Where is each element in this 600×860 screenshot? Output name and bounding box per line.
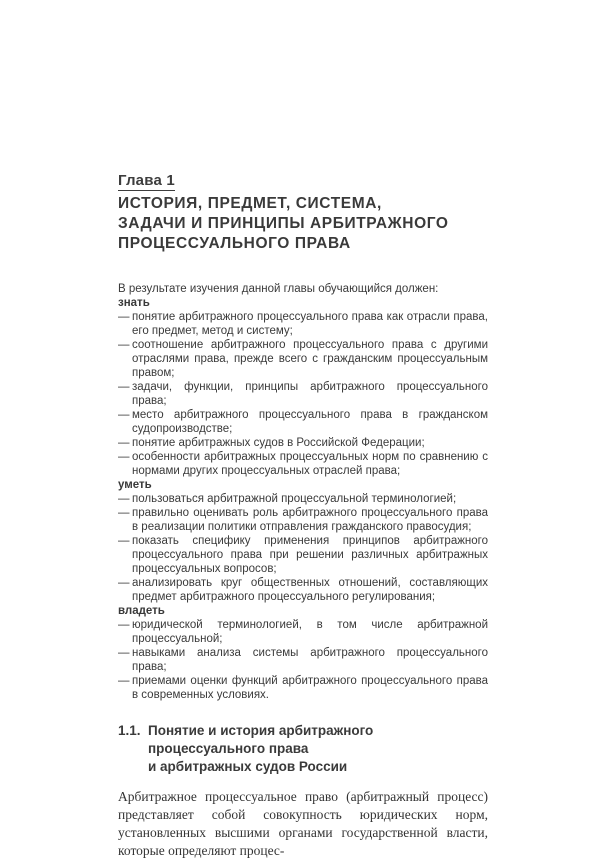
chapter-title-line: ПРОЦЕССУАЛЬНОГО ПРАВА xyxy=(118,235,351,252)
dash-marker: — xyxy=(118,493,130,505)
list-item: — правильно оценивать роль арбитражного процессуального права в реализации политики отправления гражданского правосудия; xyxy=(118,507,488,533)
able-heading: уметь xyxy=(118,479,152,491)
page-content xyxy=(118,172,488,860)
know-list xyxy=(118,310,488,478)
dash-marker: — xyxy=(118,409,130,421)
list-item: — показать специфику применения принципов арбитражного процессуального права при решении различных арбитражных процессуальных вопросов; xyxy=(118,535,488,575)
list-item: — понятие арбитражного процессуального права как отрасли права, его предмет, метод и систему; xyxy=(118,311,488,337)
know-heading: знать xyxy=(118,297,150,309)
list-item: — юридической терминологией, в том числе арбитражной процессуальной; xyxy=(118,619,488,645)
chapter-title-line: ИСТОРИЯ, ПРЕДМЕТ, СИСТЕМА, xyxy=(118,195,382,212)
chapter-label: Глава 1 xyxy=(118,172,175,189)
master-list xyxy=(118,618,488,702)
list-item: — соотношение арбитражного процессуального права с другими отраслями права, прежде всего с гражданским процессуальным правом; xyxy=(118,339,488,379)
list-item: — навыками анализа системы арбитражного процессуального права; xyxy=(118,647,488,673)
list-item: — место арбитражного процессуального права в гражданском судопроизводстве; xyxy=(118,409,488,435)
section-title-line: Понятие и история арбитражного процессуального права xyxy=(148,723,374,756)
list-item: — задачи, функции, принципы арбитражного процессуального права; xyxy=(118,381,488,407)
section-title-line: и арбитражных судов России xyxy=(148,759,348,774)
able-list xyxy=(118,492,488,604)
dash-marker: — xyxy=(118,311,130,323)
list-item: — приемами оценки функций арбитражного процессуального права в современных условиях. xyxy=(118,675,488,701)
dash-marker: — xyxy=(118,507,130,519)
section-heading xyxy=(118,722,488,776)
list-item: — особенности арбитражных процессуальных норм по сравнению с нормами других процессуальных отраслей права; xyxy=(118,451,488,477)
dash-marker: — xyxy=(118,647,130,659)
section-title xyxy=(148,722,488,776)
chapter-title xyxy=(118,194,488,254)
dash-marker: — xyxy=(118,339,130,351)
dash-marker: — xyxy=(118,451,130,463)
dash-marker: — xyxy=(118,577,130,589)
list-item: — пользоваться арбитражной процессуальной терминологией; xyxy=(118,493,457,505)
chapter-title-line: ЗАДАЧИ И ПРИНЦИПЫ АРБИТРАЖНОГО xyxy=(118,215,449,232)
dash-marker: — xyxy=(118,381,130,393)
dash-marker: — xyxy=(118,437,130,449)
learning-outcomes-intro: В результате изучения данной главы обучающийся должен: xyxy=(118,283,439,295)
dash-marker: — xyxy=(118,535,130,547)
list-item: — понятие арбитражных судов в Российской Федерации; xyxy=(118,437,425,449)
master-heading: владеть xyxy=(118,605,165,617)
dash-marker: — xyxy=(118,619,130,631)
body-paragraph: Арбитражное процессуальное право (арбитражный процесс) представляет собой совокупность юридических норм, установленных высшими органами государственной власти, которые определяют процес- xyxy=(118,789,488,858)
dash-marker: — xyxy=(118,675,130,687)
list-item: — анализировать круг общественных отношений, составляющих предмет арбитражного процессуального регулирования; xyxy=(118,577,488,603)
section-number: 1.1. xyxy=(118,723,141,738)
